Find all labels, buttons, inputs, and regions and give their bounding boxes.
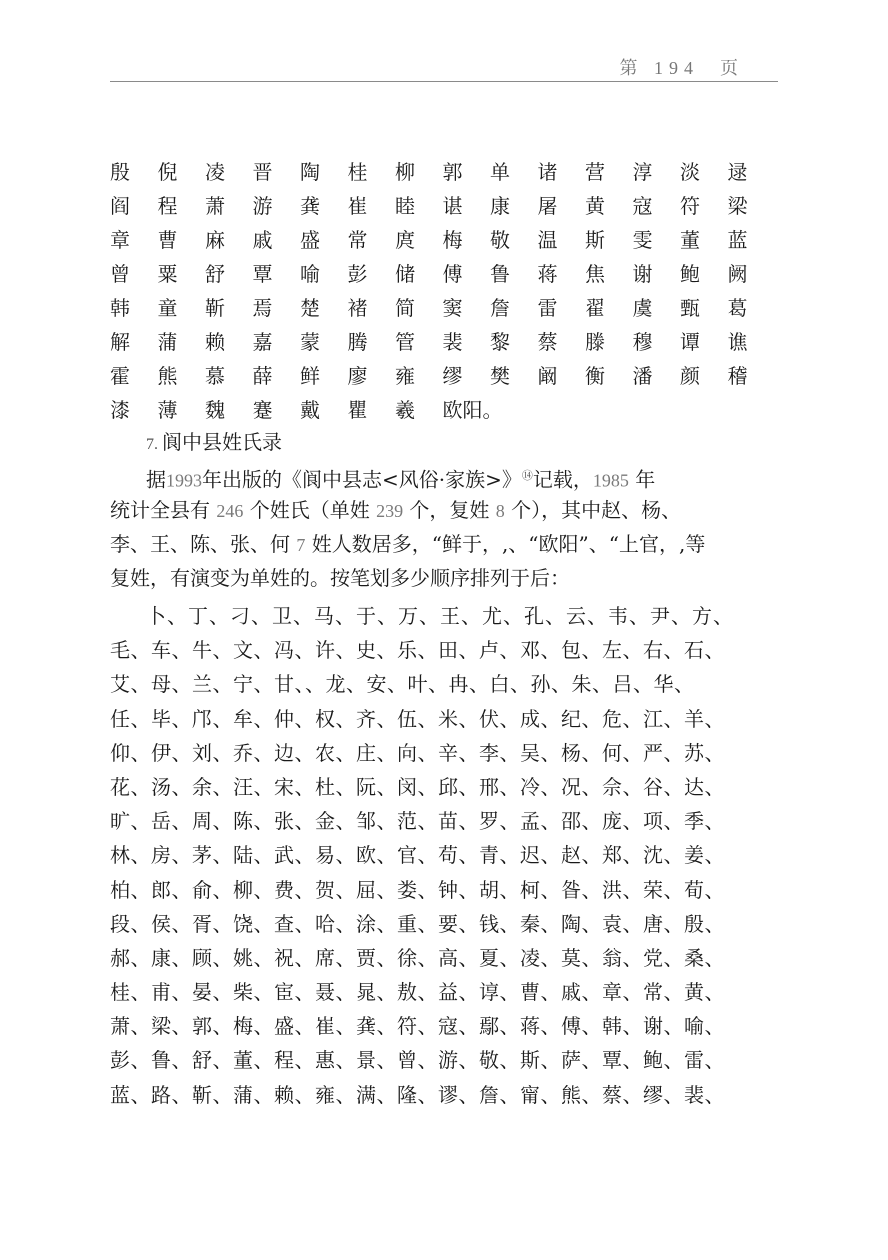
surname-cell: 淡 bbox=[680, 160, 700, 184]
surname-cell: 嘉 bbox=[252, 330, 273, 354]
text-run: 记载， bbox=[532, 467, 593, 492]
surname-cell: 裴 bbox=[442, 330, 463, 354]
surname-cell: 储 bbox=[395, 262, 415, 286]
surname-cell: 萧 bbox=[205, 194, 225, 218]
surname-cell: 诸 bbox=[537, 160, 558, 184]
text-run: 统计全县有 bbox=[110, 498, 217, 522]
surname-cell: 柳 bbox=[395, 160, 415, 184]
surname-cell: 管 bbox=[395, 330, 415, 354]
surname-cell: 焉 bbox=[252, 296, 273, 320]
surname-cell: 窦 bbox=[442, 296, 463, 320]
paragraph-line bbox=[110, 527, 778, 561]
surname-cell: 阚 bbox=[537, 364, 558, 388]
surname-cell: 葛 bbox=[727, 296, 748, 320]
surname-cell: 傅 bbox=[442, 262, 463, 286]
surname-list bbox=[110, 599, 778, 1112]
surname-cell: 靳 bbox=[205, 296, 225, 320]
surname-cell: 敬 bbox=[490, 228, 510, 252]
surname-line: 萧、梁、郭、梅、盛、崔、龚、符、寇、鄢、蒋、傅、韩、谢、喻、 bbox=[110, 1014, 725, 1039]
surname-cell: 衡 bbox=[585, 364, 605, 388]
surname-cell: 屠 bbox=[537, 194, 558, 218]
text-run: 年 bbox=[628, 467, 656, 492]
section-number: 7. bbox=[146, 436, 158, 453]
surname-cell: 麻 bbox=[205, 228, 225, 252]
surname-line: 艾、母、兰、宁、甘、、龙、安、叶、冉、白、孙、朱、吕、华、 bbox=[110, 672, 695, 697]
surname-line: 花、汤、余、汪、宋、杜、阮、闵、邱、邢、冷、况、佘、谷、达、 bbox=[110, 774, 725, 799]
text-run: 姓人数居多，“鲜于，,、“欧阳”、“上官，,等 bbox=[305, 532, 706, 556]
surname-cell: 粟 bbox=[157, 262, 178, 286]
surname-cell: 舒 bbox=[205, 262, 225, 286]
text-run: 个姓氏（单姓 bbox=[243, 498, 377, 522]
surname-cell: 蒋 bbox=[537, 262, 558, 286]
surname-cell: 羲 bbox=[395, 398, 415, 422]
surname-cell: 谢 bbox=[632, 262, 653, 286]
surname-cell: 赖 bbox=[205, 330, 225, 354]
paragraph-line: 复姓，有演变为单姓的。按笔划多少顺序排列于后： bbox=[110, 566, 570, 590]
surname-cell: 雍 bbox=[395, 364, 415, 388]
surname-cell: 腾 bbox=[347, 330, 368, 354]
surname-cell: 雷 bbox=[537, 296, 558, 320]
surname-cell: 桂 bbox=[347, 160, 368, 184]
surname-line: 桂、甫、晏、柴、宦、聂、晁、敖、益、谆、曹、戚、章、常、黄、 bbox=[110, 980, 725, 1005]
surname-cell: 霍 bbox=[110, 364, 130, 388]
surname-cell: 睦 bbox=[395, 194, 415, 218]
surname-line: 任、毕、邝、牟、仲、权、齐、伍、米、伏、成、纪、危、江、羊、 bbox=[110, 706, 725, 731]
surname-cell: 戚 bbox=[252, 228, 273, 252]
footnote-marker: ⑭ bbox=[521, 469, 533, 482]
surname-cell: 樊 bbox=[490, 364, 510, 388]
surname-cell: 戴 bbox=[300, 398, 320, 422]
surname-cell: 焦 bbox=[585, 262, 605, 286]
surname-cell: 瞿 bbox=[347, 398, 368, 422]
surname-cell: 谯 bbox=[727, 330, 748, 354]
intro-paragraph bbox=[110, 459, 778, 595]
surname-cell: 蓝 bbox=[727, 228, 748, 252]
surname-cell: 滕 bbox=[585, 330, 605, 354]
surname-cell: 鲜 bbox=[300, 364, 320, 388]
surname-cell: 黎 bbox=[490, 330, 510, 354]
surname-cell: 缪 bbox=[442, 364, 463, 388]
surname-cell: 程 bbox=[157, 194, 178, 218]
surname-cell: 简 bbox=[395, 296, 415, 320]
surname-cell: 廖 bbox=[347, 364, 368, 388]
surname-cell: 甄 bbox=[680, 296, 700, 320]
page-number: 第 194 页 bbox=[619, 58, 744, 78]
header-rule bbox=[110, 81, 778, 82]
surname-cell: 阙 bbox=[727, 262, 748, 286]
surname-cell: 寇 bbox=[632, 194, 653, 218]
surname-grid-row bbox=[110, 359, 778, 393]
surname-grid-row bbox=[110, 223, 778, 257]
surname-line: 林、房、茅、陆、武、易、欧、官、苟、青、迟、赵、郑、沈、姜、 bbox=[110, 843, 725, 868]
surname-cell: 龚 bbox=[300, 194, 320, 218]
surname-cell: 倪 bbox=[157, 160, 178, 184]
surname-line: 彭、鲁、舒、董、程、惠、景、曾、游、敬、斯、萨、覃、鲍、雷、 bbox=[110, 1048, 725, 1073]
surname-line: 卜、丁、刁、卫、马、于、万、王、尤、孔、云、韦、尹、方、 bbox=[146, 604, 734, 628]
surname-grid-row bbox=[110, 325, 778, 359]
surname-cell: 褚 bbox=[347, 296, 368, 320]
surname-cell: 单 bbox=[490, 160, 510, 184]
surname-cell: 欧阳。 bbox=[442, 398, 503, 422]
surname-cell: 蔡 bbox=[537, 330, 558, 354]
text-run: 个），其中赵、杨、 bbox=[504, 498, 682, 522]
surname-grid-row bbox=[110, 155, 778, 189]
count-246: 246 bbox=[216, 501, 244, 521]
surname-cell: 陶 bbox=[300, 160, 320, 184]
surname-grid bbox=[110, 155, 778, 427]
surname-cell: 谌 bbox=[442, 194, 463, 218]
surname-cell: 殷 bbox=[110, 160, 130, 184]
surname-cell: 营 bbox=[585, 160, 605, 184]
surname-cell: 詹 bbox=[490, 296, 510, 320]
surname-cell: 章 bbox=[110, 228, 130, 252]
surname-cell: 符 bbox=[680, 194, 700, 218]
surname-cell: 凌 bbox=[205, 160, 225, 184]
surname-cell: 蹇 bbox=[252, 398, 273, 422]
year-1985: 1985 bbox=[592, 470, 629, 491]
surname-line: 蓝、路、靳、蒲、赖、雍、满、隆、谬、詹、甯、熊、蔡、缪、裴、 bbox=[110, 1082, 725, 1107]
surname-cell: 魏 bbox=[205, 398, 225, 422]
surname-cell: 温 bbox=[537, 228, 558, 252]
surname-cell: 盛 bbox=[300, 228, 320, 252]
count-239: 239 bbox=[376, 501, 404, 521]
surname-cell: 雯 bbox=[632, 228, 653, 252]
surname-cell: 慕 bbox=[205, 364, 225, 388]
surname-cell: 楚 bbox=[300, 296, 320, 320]
surname-line: 毛、车、牛、文、冯、许、史、乐、田、卢、邓、包、左、右、石、 bbox=[110, 638, 725, 663]
surname-cell: 郭 bbox=[442, 160, 463, 184]
surname-cell: 潘 bbox=[632, 364, 653, 388]
surname-line: 郝、康、顾、姚、祝、席、贾、徐、高、夏、凌、莫、翁、党、桑、 bbox=[110, 945, 725, 970]
surname-cell: 董 bbox=[680, 228, 700, 252]
surname-cell: 虞 bbox=[632, 296, 653, 320]
surname-cell: 彭 bbox=[347, 262, 368, 286]
surname-grid-row bbox=[110, 257, 778, 291]
text-run: 年出版的《阆中县志<风俗·家族>》 bbox=[202, 467, 522, 492]
section-heading bbox=[146, 425, 282, 462]
surname-cell: 鲍 bbox=[680, 262, 700, 286]
surname-cell: 崔 bbox=[347, 194, 368, 218]
surname-cell: 覃 bbox=[252, 262, 273, 286]
surname-cell: 斯 bbox=[585, 228, 605, 252]
text-run: 据 bbox=[146, 467, 166, 492]
text-run: 李、王、陈、张、何 bbox=[110, 532, 297, 556]
surname-line: 段、侯、胥、饶、查、哈、涂、重、要、钱、秦、陶、袁、唐、殷、 bbox=[110, 911, 725, 936]
paragraph-line bbox=[110, 459, 778, 493]
surname-cell: 解 bbox=[110, 330, 130, 354]
surname-cell: 谭 bbox=[680, 330, 700, 354]
surname-cell: 薄 bbox=[157, 398, 178, 422]
surname-cell: 游 bbox=[252, 194, 273, 218]
surname-cell: 黄 bbox=[585, 194, 605, 218]
surname-cell: 常 bbox=[347, 228, 368, 252]
surname-cell: 晋 bbox=[252, 160, 273, 184]
surname-cell: 鲁 bbox=[490, 262, 510, 286]
surname-cell: 颜 bbox=[680, 364, 700, 388]
surname-cell: 曾 bbox=[110, 262, 130, 286]
surname-cell: 童 bbox=[157, 296, 178, 320]
surname-cell: 韩 bbox=[110, 296, 130, 320]
surname-cell: 逯 bbox=[727, 160, 748, 184]
text-run: 个，复姓 bbox=[403, 498, 496, 522]
year-1993: 1993 bbox=[166, 470, 202, 491]
surname-cell: 翟 bbox=[585, 296, 605, 320]
surname-cell: 曹 bbox=[157, 228, 178, 252]
surname-grid-row bbox=[110, 393, 778, 427]
surname-cell: 梁 bbox=[727, 194, 748, 218]
paragraph-line bbox=[110, 493, 778, 527]
surname-cell: 阎 bbox=[110, 194, 130, 218]
surname-cell: 淳 bbox=[632, 160, 653, 184]
surname-grid-row bbox=[110, 291, 778, 325]
surname-line: 柏、郎、俞、柳、费、贺、屈、娄、钟、胡、柯、昝、洪、荣、荀、 bbox=[110, 877, 725, 902]
surname-cell: 庹 bbox=[395, 228, 415, 252]
surname-grid-row bbox=[110, 189, 778, 223]
surname-cell: 漆 bbox=[110, 398, 130, 422]
surname-cell: 梅 bbox=[442, 228, 463, 252]
surname-cell: 蒙 bbox=[300, 330, 320, 354]
page-header bbox=[110, 52, 778, 82]
section-title: 阆中县姓氏录 bbox=[162, 430, 282, 454]
surname-cell: 薛 bbox=[252, 364, 273, 388]
surname-cell: 康 bbox=[490, 194, 510, 218]
surname-cell: 喻 bbox=[300, 262, 320, 286]
surname-cell: 穆 bbox=[632, 330, 653, 354]
surname-cell: 稽 bbox=[727, 364, 748, 388]
surname-line: 仰、伊、刘、乔、边、农、庄、向、辛、李、吴、杨、何、严、苏、 bbox=[110, 740, 725, 765]
surname-cell: 蒲 bbox=[157, 330, 178, 354]
surname-line: 旷、岳、周、陈、张、金、邹、范、苗、罗、孟、邵、庞、项、季、 bbox=[110, 809, 725, 834]
count-7: 7 bbox=[296, 535, 306, 555]
surname-cell: 熊 bbox=[157, 364, 178, 388]
count-8: 8 bbox=[495, 501, 505, 521]
